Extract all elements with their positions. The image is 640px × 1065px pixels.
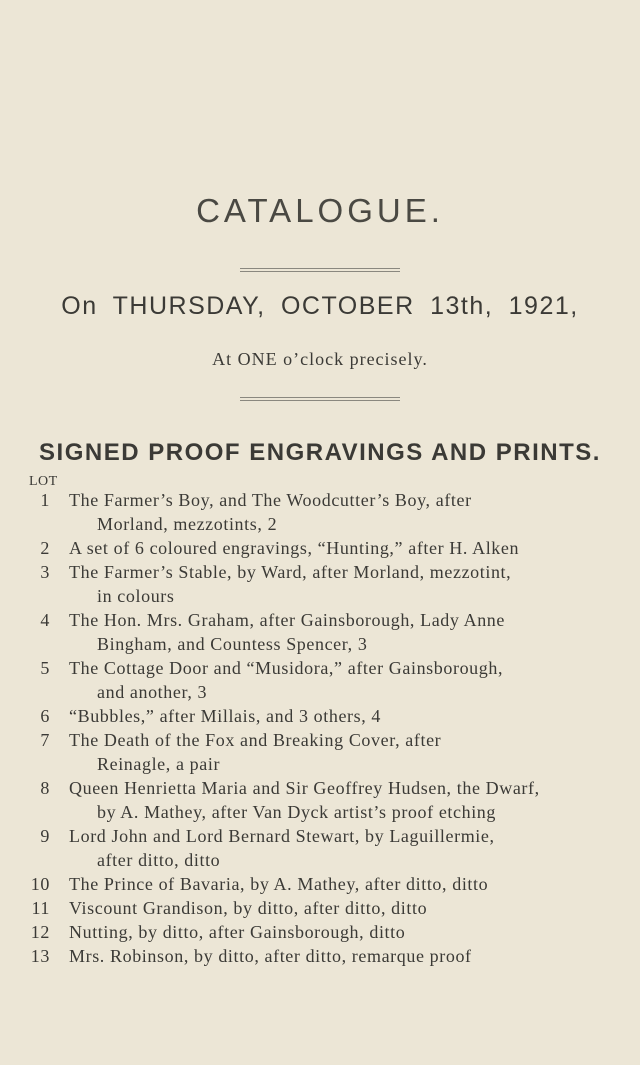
- lot-description-continued: in colours: [97, 586, 175, 606]
- lot-number: 3: [40, 562, 50, 582]
- lot-number: 2: [40, 538, 50, 558]
- lot-description-continued: after ditto, ditto: [97, 850, 221, 870]
- lot-description: “Bubbles,” after Millais, and 3 others, 4: [69, 706, 382, 726]
- sale-date-line: On THURSDAY, OCTOBER 13th, 1921,: [61, 292, 579, 320]
- lot-number: 8: [40, 778, 50, 798]
- lot-item: [0, 536, 640, 560]
- lot-item: [0, 656, 640, 704]
- lot-number: 13: [30, 946, 50, 966]
- page-title: CATALOGUE.: [196, 192, 444, 229]
- lot-number: 11: [31, 898, 50, 918]
- lot-description: The Cottage Door and “Musidora,” after Gainsborough,: [69, 658, 504, 678]
- lot-description: Queen Henrietta Maria and Sir Geoffrey Hudsen, the Dwarf,: [69, 778, 540, 798]
- lot-number: 5: [40, 658, 50, 678]
- sale-time-line: At ONE o’clock precisely.: [212, 349, 428, 369]
- lot-item: [0, 824, 640, 872]
- lot-description-continued: and another, 3: [97, 682, 208, 702]
- lot-number: 1: [40, 490, 50, 510]
- lot-description: The Farmer’s Stable, by Ward, after Morland, mezzotint,: [69, 562, 512, 582]
- double-rule-divider: [240, 268, 400, 272]
- lot-item: [0, 608, 640, 656]
- lot-item: [0, 704, 640, 728]
- lot-item: [0, 872, 640, 896]
- lot-description-continued: Morland, mezzotints, 2: [97, 514, 278, 534]
- lot-number: 6: [40, 706, 50, 726]
- lot-description: The Hon. Mrs. Graham, after Gainsborough, Lady Anne: [69, 610, 505, 630]
- lot-item: [0, 920, 640, 944]
- lot-item: [0, 728, 640, 776]
- section-heading: SIGNED PROOF ENGRAVINGS AND PRINTS.: [39, 439, 601, 466]
- lot-item: [0, 488, 640, 536]
- lot-description: Mrs. Robinson, by ditto, after ditto, remarque proof: [69, 946, 472, 966]
- lot-number: 4: [40, 610, 50, 630]
- lot-description: The Prince of Bavaria, by A. Mathey, after ditto, ditto: [69, 874, 489, 894]
- lot-description-continued: Bingham, and Countess Spencer, 3: [97, 634, 368, 654]
- lot-description: Nutting, by ditto, after Gainsborough, ditto: [69, 922, 406, 942]
- lot-description: Lord John and Lord Bernard Stewart, by Laguillermie,: [69, 826, 495, 846]
- lot-item: [0, 896, 640, 920]
- lot-item: [0, 944, 640, 968]
- lot-description: A set of 6 coloured engravings, “Hunting,” after H. Alken: [69, 538, 520, 558]
- double-rule-divider: [240, 397, 400, 401]
- lot-item: [0, 776, 640, 824]
- lot-description: The Death of the Fox and Breaking Cover, after: [69, 730, 442, 750]
- lot-number: 12: [30, 922, 50, 942]
- lot-list: [0, 488, 640, 968]
- lot-number: 9: [40, 826, 50, 846]
- lot-description: The Farmer’s Boy, and The Woodcutter’s Boy, after: [69, 490, 472, 510]
- lot-number: 7: [40, 730, 50, 750]
- lot-item: [0, 560, 640, 608]
- lot-description-continued: by A. Mathey, after Van Dyck artist’s proof etching: [97, 802, 497, 822]
- lot-column-header: LOT: [29, 474, 58, 489]
- lot-description: Viscount Grandison, by ditto, after ditto, ditto: [69, 898, 428, 918]
- lot-number: 10: [30, 874, 50, 894]
- lot-description-continued: Reinagle, a pair: [97, 754, 221, 774]
